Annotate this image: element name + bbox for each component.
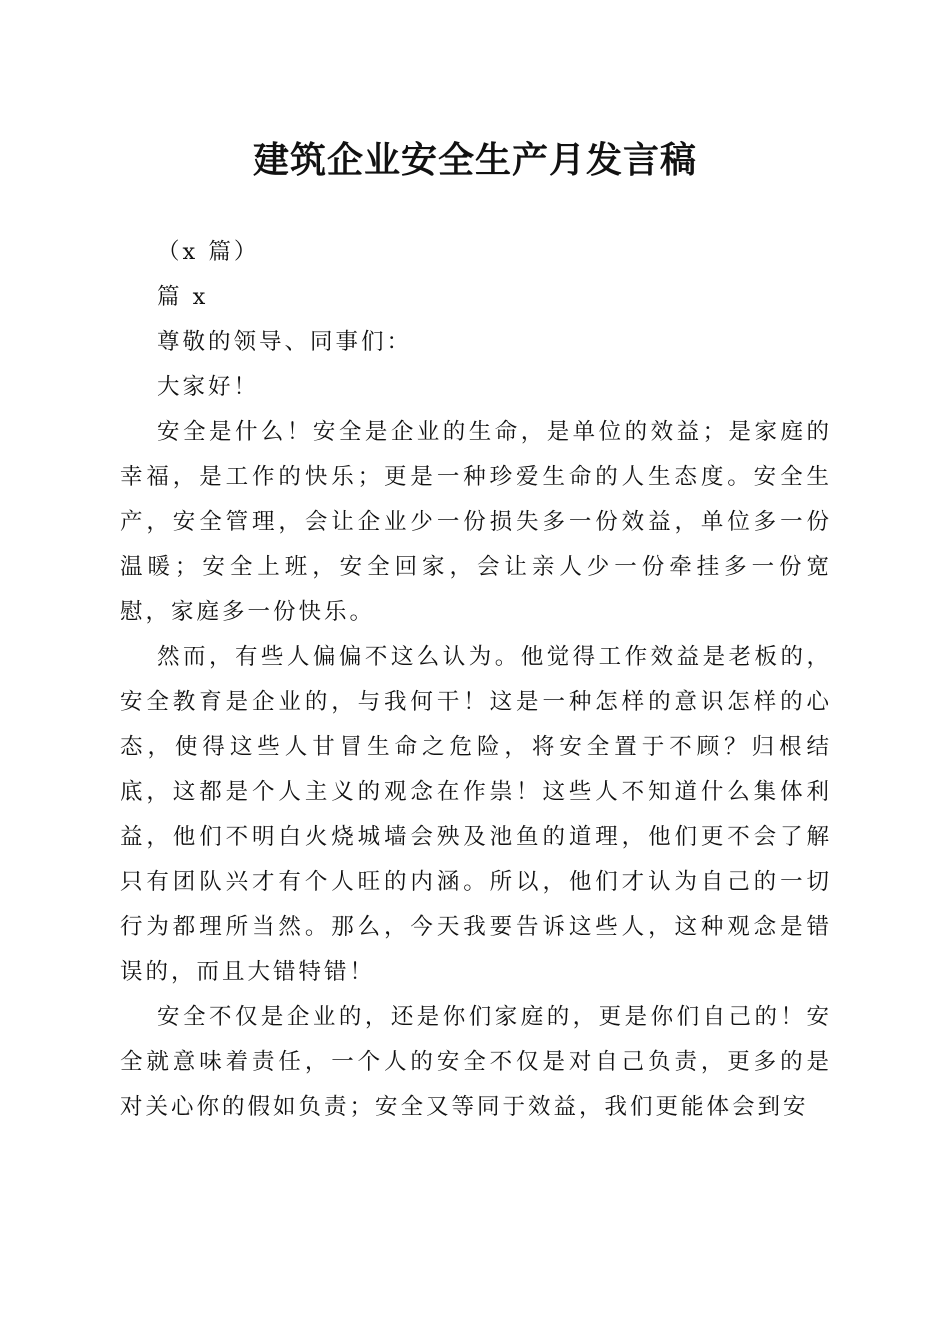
paragraph: 然而，有些人偏偏不这么认为。他觉得工作效益是老板的，安全教育是企业的，与我何干！这是一种怎样的意识怎样的心态，使得这些人甘冒生命之危险，将安全置于不顾？归根结底，这都是个人主义的观念在作祟！这些人不知道什么集体利益，他们不明白火烧城墙会殃及池鱼的道理，他们更不会了解只有团队兴才有个人旺的内涵。所以，他们才认为自己的一切行为都理所当然。那么，今天我要告诉这些人，这种观念是错误的，而且大错特错！	[120, 644, 832, 985]
greeting: 大家好！	[157, 374, 260, 400]
document-title: 建筑企业安全生产月发言稿	[252, 139, 697, 181]
salutation: 尊敬的领导、同事们：	[157, 329, 413, 355]
document-body	[120, 230, 832, 1130]
document-subtitle: （x 篇）	[157, 239, 260, 265]
section-heading: 篇 x	[157, 284, 209, 310]
paragraph: 安全不仅是企业的，还是你们家庭的，更是你们自己的！安全就意味着责任，一个人的安全不仅是对自己负责，更多的是对关心你的假如负责；安全又等同于效益，我们更能体会到安	[120, 1004, 832, 1120]
paragraph: 安全是什么！安全是企业的生命，是单位的效益；是家庭的幸福，是工作的快乐；更是一种珍爱生命的人生态度。安全生产，安全管理，会让企业少一份损失多一份效益，单位多一份温暖；安全上班，安全回家，会让亲人少一份牵挂多一份宽慰，家庭多一份快乐。	[120, 419, 832, 625]
